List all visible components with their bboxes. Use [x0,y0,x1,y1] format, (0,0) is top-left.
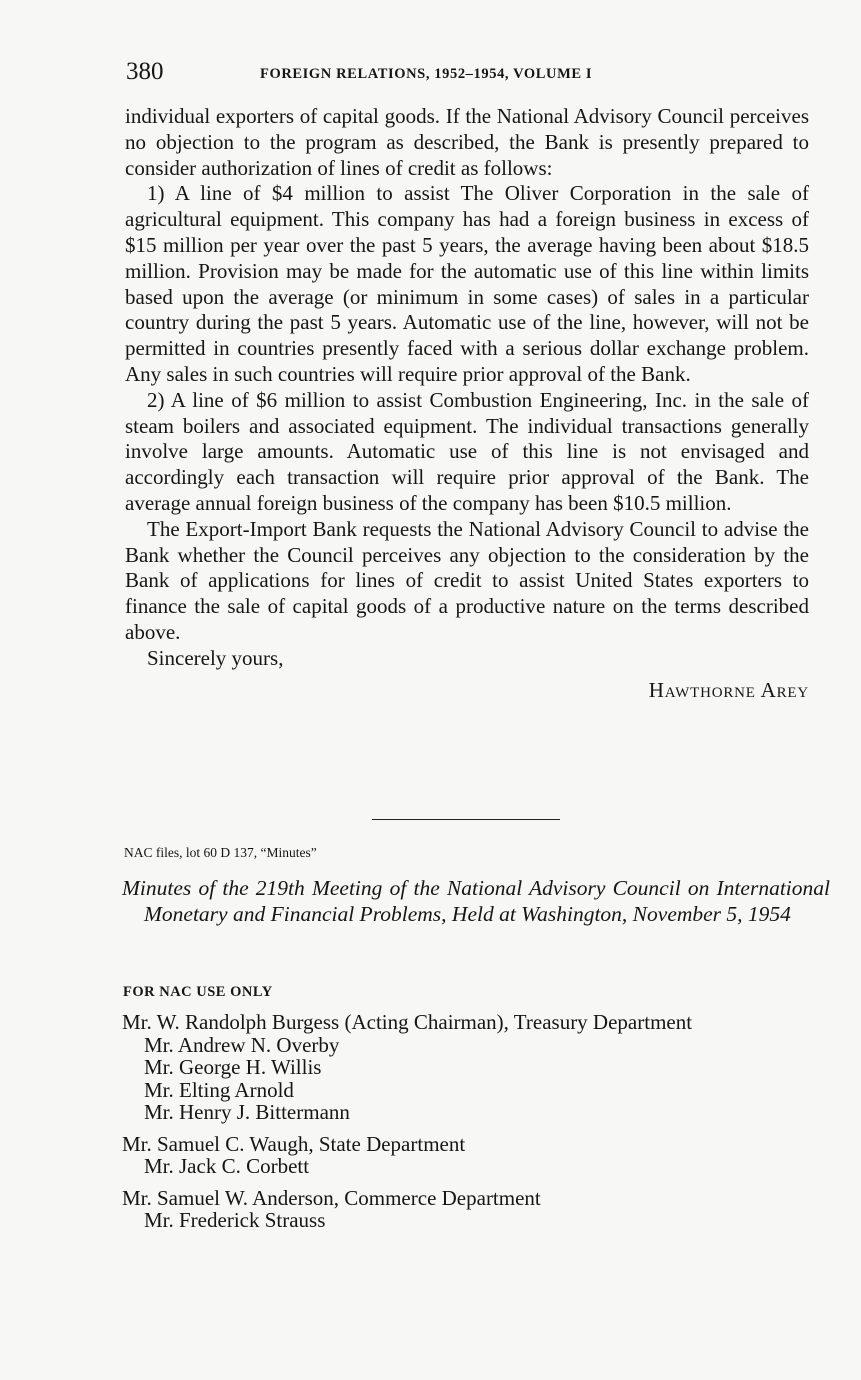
attendee-group-treasury [122,1011,810,1124]
attendee-group-state [122,1133,810,1178]
attendee-lead: Mr. W. Randolph Burgess (Acting Chairman), Treasury Department [122,1010,693,1034]
attendee-list [122,1011,810,1241]
letter-body [125,104,809,703]
section-divider [372,819,560,820]
credit-line-item-2: 2) A line of $6 million to assist Combustion Engineering, Inc. in the sale of steam boilers and associated equipment. The individual transactions generally involve large amounts. Automatic use of this line is not envisaged and accordingly each transaction will require prior approval of the Bank. The average annual foreign business of the company has been $10.5 million. [125,387,809,515]
page-number: 380 [126,58,164,85]
classification-label: FOR NAC USE ONLY [123,984,273,1000]
attendee-group-commerce [122,1187,810,1232]
page-header [126,58,810,92]
paragraph-intro: individual exporters of capital goods. If the National Advisory Council perceives no objection to the program as described, the Bank is presently prepared to consider authorization of lines of credit as follows: [125,104,809,180]
attendee-member: Mr. Elting Arnold [144,1077,294,1102]
attendee-lead: Mr. Samuel W. Anderson, Commerce Department [122,1185,541,1210]
source-note: NAC files, lot 60 D 137, “Minutes” [124,845,317,860]
attendee-member: Mr. Jack C. Corbett [144,1154,310,1178]
attendee-member: Mr. Andrew N. Overby [144,1032,340,1057]
paragraph-request: The Export-Import Bank requests the National Advisory Council to advise the Bank whether the Council perceives any objection to the consideration by the Bank of applications for lines of credit to assist United States exporters to finance the sale of capital goods of a productive nature on the terms described above. [125,516,809,644]
document-title: Minutes of the 219th Meeting of the National Advisory Council on International Monetary and Financial Problems, Held at Washington, November 5, 1954 [122,876,830,926]
closing: Sincerely yours, [147,645,284,670]
credit-line-item-1: 1) A line of $4 million to assist The Oliver Corporation in the sale of agricultural equipment. This company has had a foreign business in excess of $15 million per year over the past 5 years, the average having been about $18.5 million. Provision may be made for the automatic use of this line within limits based upon the average (or minimum in some cases) of sales in a particular country during the past 5 years. Automatic use of the line, however, will not be permitted in countries presently faced with a serious dollar exchange problem. Any sales in such countries will require prior approval of the Bank. [125,181,809,386]
attendee-lead: Mr. Samuel C. Waugh, State Department [122,1131,466,1156]
attendee-member: Mr. Frederick Strauss [144,1208,326,1232]
signature: Hawthorne Arey [648,677,809,702]
attendee-member: Mr. Henry J. Bittermann [144,1100,350,1124]
running-head: FOREIGN RELATIONS, 1952–1954, VOLUME I [260,66,593,82]
attendee-member: Mr. George H. Willis [144,1055,322,1079]
